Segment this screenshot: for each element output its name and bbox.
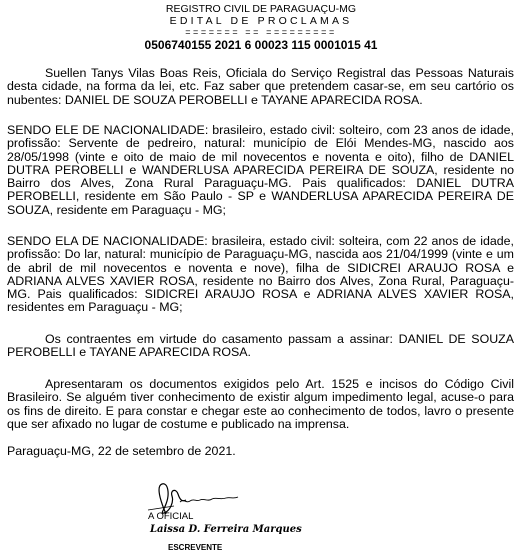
bride-paragraph: SENDO ELA DE NACIONALIDADE: brasileira, estado civil: solteira, com 22 anos de idade, profissão: Do lar, natural: município de Paraguaçu-MG, nascida aos 21/04/1999 (vinte e um de abril de mil novecentos e noventa e nove), filha de SIDICREI ARAUJO ROSA e ADRIANA ALVES XAVIER ROSA, residente no Bairro dos Alves, Zona Rural, Paraguaçu-MG. Pais qualificados: SIDICREI ARAUJO ROSA e ADRIANA ALVES XAVIER ROSA, residentes em Paraguaçu - MG; xyxy=(7,234,514,315)
clerk-title: ESCREVENTE xyxy=(168,543,223,552)
names-after-marriage-paragraph: Os contraentes em virtude do casamento passam a assinar: DANIEL DE SOUZA PEROBELLI e TAYANE APARECIDA ROSA. xyxy=(7,332,514,360)
title-underline: ======= == ========= xyxy=(185,27,337,37)
groom-paragraph: SENDO ELE DE NACIONALIDADE: brasileiro, estado civil: solteiro, com 23 anos de idade, profissão: Servente de pedreiro, natural: município de Elói Mendes-MG, nascido aos 28/05/1998 (vinte e oito de maio de mil novecentos e noventa e oito), filho de DANIEL DUTRA PEROBELLI e WANDERLUSA APARECIDA PEREIRA DE SOUZA, residente no Bairro dos Alves, Zona Rural Paraguaçu-MG. Pais qualificados: DANIEL DUTRA PEROBELLI, residente em São Paulo - SP e WANDERLUSA APARECIDA PEREIRA DE SOUZA, residente em Paraguaçu - MG; xyxy=(7,123,514,217)
documents-paragraph: Apresentaram os documentos exigidos pelo Art. 1525 e incisos do Código Civil Brasileiro. Se alguém tiver conhecimento de existir algum impedimento legal, acuse-o para os fins de direito. E para constar e chegar este ao conhecimento de todos, lavro o presente que ser afixado no lugar de costume e publicado na imprensa. xyxy=(7,377,514,431)
oficial-label: A OFICIAL xyxy=(148,511,194,522)
registry-code: 0506740155 2021 6 00023 115 0001015 41 xyxy=(144,38,378,52)
registry-title: REGISTRO CIVIL DE PARAGUAÇU-MG xyxy=(165,3,357,15)
clerk-name: Laissa D. Ferreira Marques xyxy=(150,524,302,535)
intro-paragraph: Suellen Tanys Vilas Boas Reis, Oficiala do Serviço Registral das Pessoas Naturais desta cidade, na forma da lei, etc. Faz saber que pretendem casar-se, em seu cartório os nubentes: DANIEL DE SOUZA PEROBELLI e TAYANE APARECIDA ROSA. xyxy=(7,66,514,107)
edital-title: EDITAL DE PROCLAMAS xyxy=(169,15,353,27)
issue-date: Paraguaçu-MG, 22 de setembro de 2021. xyxy=(7,444,236,458)
